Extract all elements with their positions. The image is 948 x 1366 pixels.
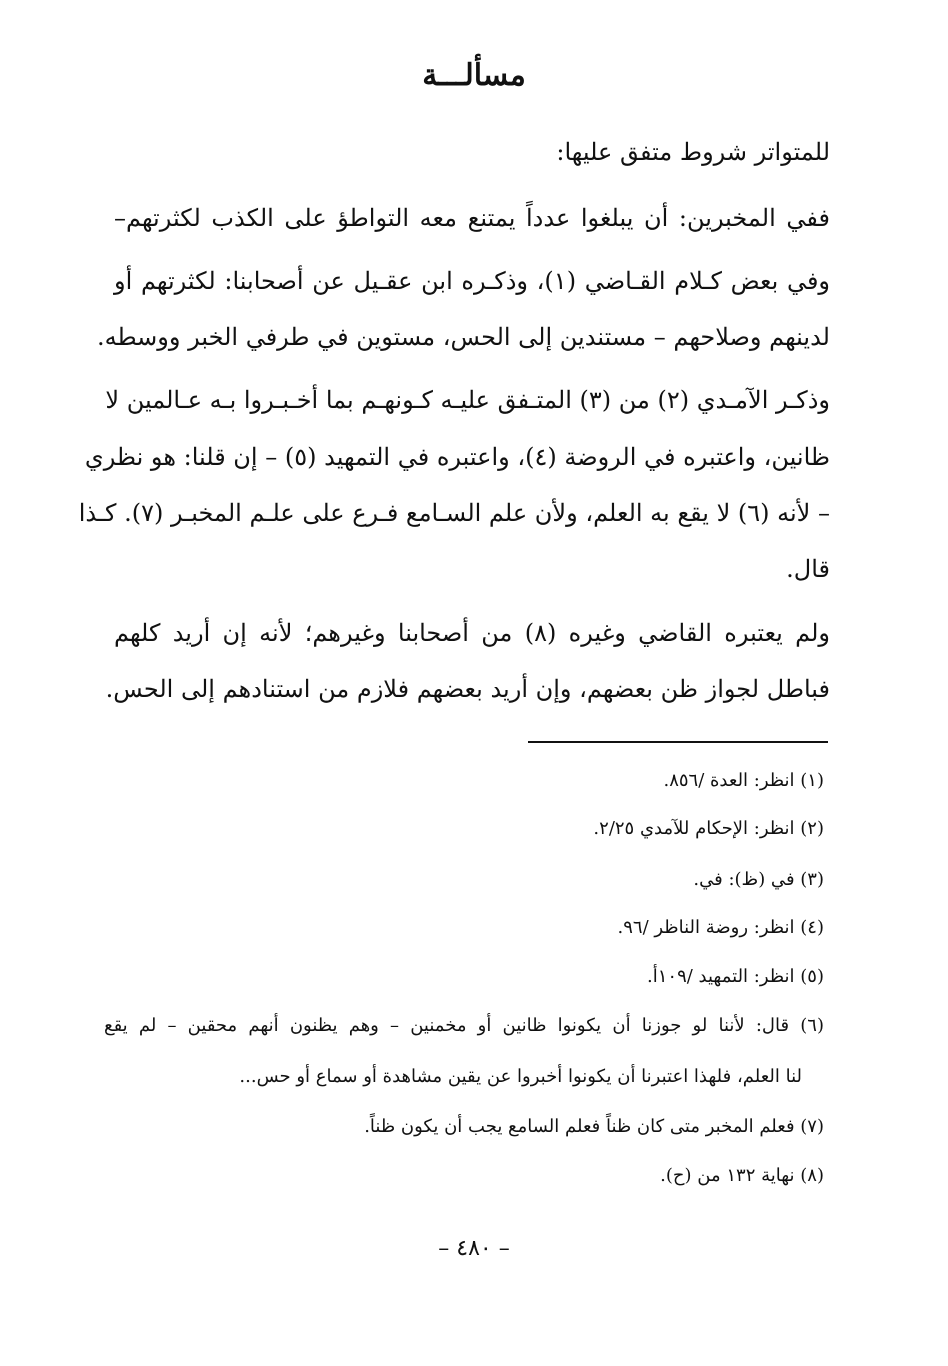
- paragraph-2-line-3: لدينهم وصلاحهم – مستندين إلى الحس، مستوين في طرفي الخبر ووسطه.: [97, 323, 830, 351]
- footnote-4: (٤) انظر: روضة الناظر /٩٦.: [617, 917, 824, 938]
- footnote-5: (٥) انظر: التمهيد /١٠٩أ.: [647, 966, 824, 987]
- paragraph-2-line-2: وفي بعض كـلام القـاضي (١)، وذكـره ابن عقـيل عن أصحابنا: لكثرتهم أو: [114, 267, 831, 295]
- footnote-6-continuation: لنا العلم، فلهذا اعتبرنا أن يكونوا أخبروا عن يقين مشاهدة أو سماع أو حس...: [239, 1066, 802, 1087]
- paragraph-3-line-1: وذكـر الآمـدي (٢) من (٣) المتـفق عليـه كـونهـم بما أخـبـروا بـه عـالمين لا: [105, 386, 830, 414]
- footnote-1: (١) انظر: العدة /٨٥٦.: [663, 770, 824, 791]
- footnote-2: (٢) انظر: الإحكام للآمدي ٢/٢٥.: [593, 818, 824, 839]
- paragraph-3-line-4: قال.: [786, 555, 830, 583]
- footnote-separator: [528, 741, 828, 743]
- paragraph-1-line-1: للمتواتر شروط متفق عليها:: [556, 138, 830, 166]
- paragraph-3-line-2: ظانين، واعتبره في الروضة (٤)، واعتبره في التمهيد (٥) – إن قلنا: هو نظري: [84, 443, 830, 471]
- paragraph-2-line-1: ففي المخبرين: أن يبلغوا عدداً يمتنع معه التواطؤ على الكذب لكثرتهم–: [114, 204, 830, 232]
- footnote-6: (٦) قال: لأننا لو جوزنا أن يكونوا ظانين أو مخمنين – وهم يظنون أنهم محقين – لم يقع: [104, 1015, 824, 1036]
- paragraph-4-line-1: ولم يعتبره القاضي وغيره (٨) من أصحابنا وغيرهم؛ لأنه إن أريد كلهم: [114, 619, 831, 647]
- footnote-3: (٣) في (ظ): في.: [693, 869, 824, 890]
- footnote-8: (٨) نهاية ١٣٢ من (ح).: [660, 1165, 824, 1186]
- section-title: مسألـــة: [422, 58, 526, 93]
- page-number: – ٤٨٠ –: [438, 1236, 510, 1261]
- paragraph-3-line-3: – لأنه (٦) لا يقع به العلم، ولأن علم السـامع فـرع على علـم المخبـر (٧). كـذا: [78, 499, 830, 527]
- footnote-7: (٧) فعلم المخبر متى كان ظناً فعلم السامع يجب أن يكون ظناً.: [364, 1116, 824, 1137]
- paragraph-4-line-2: فباطل لجواز ظن بعضهم، وإن أريد بعضهم فلازم من استنادهم إلى الحس.: [105, 675, 830, 703]
